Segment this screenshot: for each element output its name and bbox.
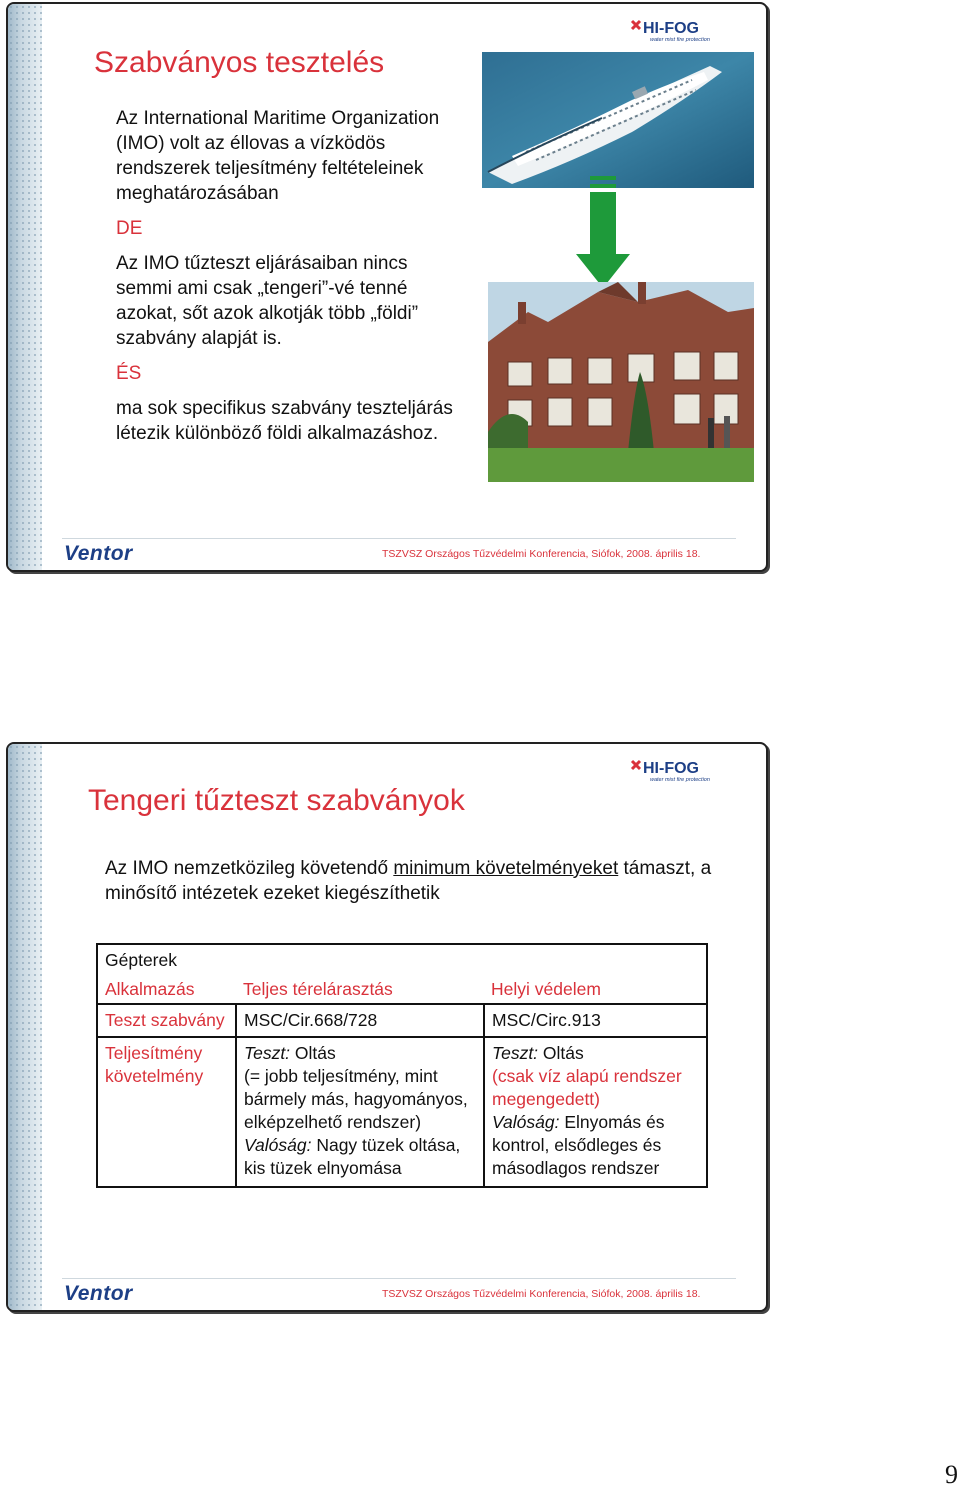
cell-msc-913: MSC/Circ.913: [484, 1004, 707, 1037]
cruise-ship-photo: [482, 52, 754, 188]
footer-text: TSZVSZ Országos Tűzvédelmi Konferencia, Siófok, 2008. április 18.: [382, 1288, 701, 1300]
slide-sidebar-pattern: [8, 4, 42, 570]
paragraph-imo: Az International Maritime Organization (IMO) volt az éllovas a vízködös rendszerek teljesítmény feltételeinek meghatározásában: [116, 108, 440, 204]
test-value: Oltás: [538, 1043, 584, 1063]
hifog-logo-tagline: water mist fire protection: [650, 37, 710, 43]
intro-text-underlined: minimum követelményeket: [393, 858, 619, 879]
connector-es: ÉS: [116, 363, 142, 384]
reality-value: Elnyomás és kontrol, elsődleges és másodlagos rendszer: [492, 1112, 665, 1178]
reality-label: Valóság:: [244, 1135, 312, 1155]
slide-title: Tengeri tűzteszt szabványok: [88, 784, 465, 817]
ventor-logo: Ventor: [64, 542, 133, 565]
hifog-logo: [630, 18, 738, 44]
hifog-logo-text: HI-FOG: [643, 760, 699, 777]
test-value: Oltás: [290, 1043, 336, 1063]
cell-msc-668: MSC/Cir.668/728: [236, 1004, 484, 1037]
hifog-logo-tagline: water mist fire protection: [650, 777, 710, 783]
cell-total-flooding-performance: [236, 1037, 484, 1187]
slide-title: Szabványos tesztelés: [94, 46, 385, 79]
footer-divider: [62, 1278, 736, 1279]
table-caption: Gépterek: [97, 944, 707, 976]
reality-label: Valóság:: [492, 1112, 560, 1132]
row-label-test-standard: Teszt szabvány: [97, 1004, 236, 1037]
slide-2: [6, 742, 768, 1312]
performance-note: (csak víz alapú rendszer megengedett): [492, 1066, 682, 1109]
performance-note: (= jobb teljesítmény, mint bármely más, hagyományos, elképzelhető rendszer): [244, 1066, 468, 1132]
page-number: 9: [945, 1460, 958, 1489]
ventor-logo: Ventor: [64, 1282, 133, 1305]
hifog-logo: [630, 758, 738, 784]
reality-value: Nagy tüzek oltása, kis tüzek elnyomása: [244, 1135, 461, 1178]
brick-building-photo: [488, 282, 754, 482]
cell-local-protection-performance: [484, 1037, 707, 1187]
test-label: Teszt:: [492, 1043, 539, 1063]
standards-table: [96, 943, 708, 1188]
slide-sidebar-pattern: [8, 744, 42, 1310]
down-arrow-icon: [576, 176, 632, 288]
hifog-logo-text: HI-FOG: [643, 20, 699, 37]
intro-text-end: támaszt, a minősítő intézetek ezeket kiegészíthetik: [105, 858, 712, 904]
paragraph-standards: ma sok specifikus szabvány teszteljárás létezik különböző földi alkalmazáshoz.: [116, 398, 453, 444]
slide-body: [116, 106, 466, 446]
header-local-protection: Helyi védelem: [484, 976, 707, 1004]
intro-text: [105, 856, 725, 906]
header-application: Alkalmazás: [97, 976, 236, 1004]
intro-text-start: Az IMO nemzetközileg követendő: [105, 858, 394, 879]
header-total-flooding: Teljes térelárasztás: [236, 976, 484, 1004]
footer-divider: [62, 538, 736, 539]
test-label: Teszt:: [244, 1043, 291, 1063]
slide-1: [6, 2, 768, 572]
paragraph-fire-test: Az IMO tűzteszt eljárásaiban nincs semmi ami csak „tengeri”-vé tenné azokat, sőt azok alkotják több „földi” szabvány alapját is.: [116, 253, 419, 349]
connector-de: DE: [116, 218, 143, 239]
row-label-performance: Teljesítmény követelmény: [97, 1037, 236, 1187]
footer-text: TSZVSZ Országos Tűzvédelmi Konferencia, Siófok, 2008. április 18.: [382, 548, 701, 560]
